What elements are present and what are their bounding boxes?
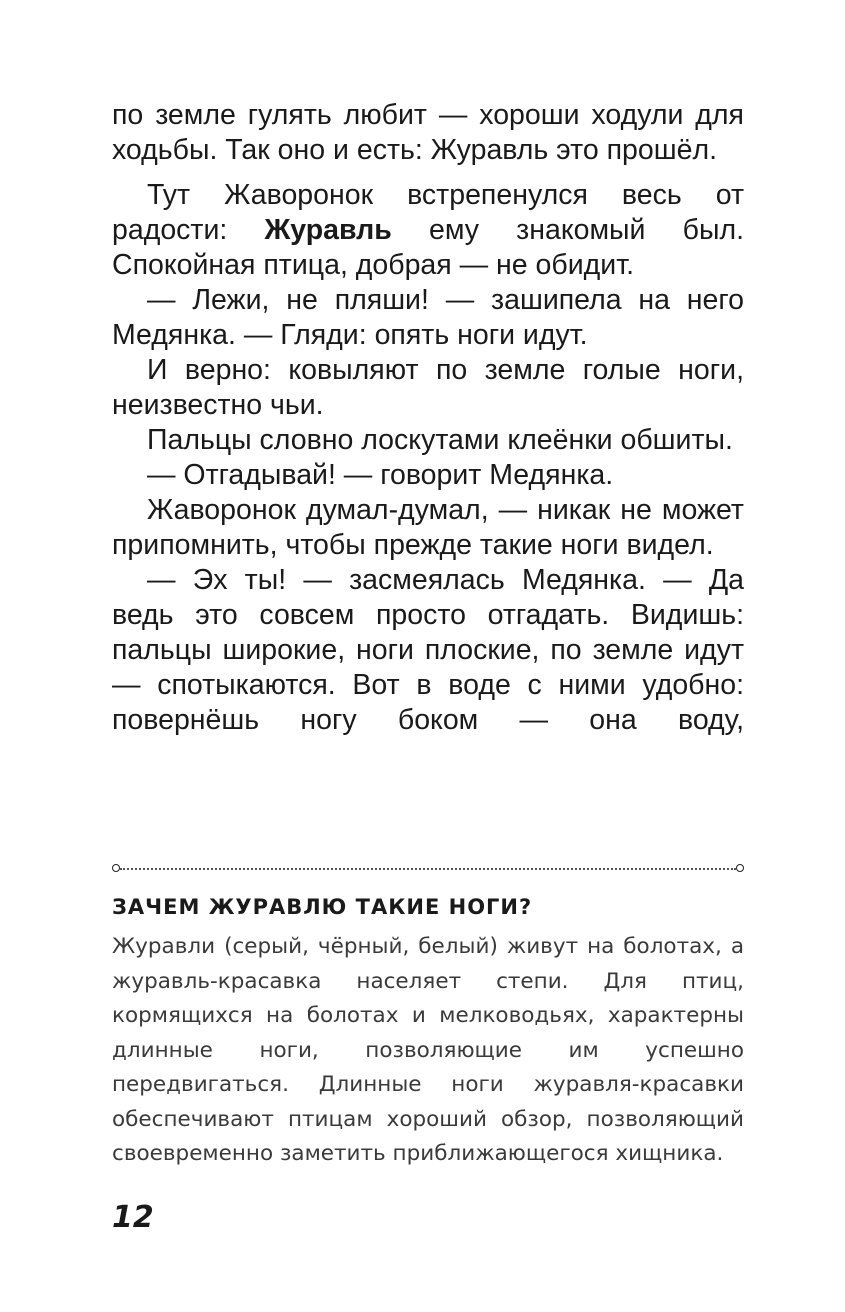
main-text bbox=[112, 98, 744, 738]
paragraph-5: Пальцы словно лоскутами клеёнки обшиты. bbox=[147, 424, 733, 456]
paragraph-2-end: ему знакомый был. Спокойная птица, добрая — не обидит. bbox=[112, 214, 744, 281]
bold-word-zhuravl: Журавль bbox=[264, 214, 392, 246]
paragraph-2-start: Тут Жаворонок встрепенулся весь от радости: bbox=[112, 179, 744, 246]
paragraph-6: — Отгадывай! — говорит Медянка. bbox=[147, 459, 614, 491]
divider-line bbox=[120, 868, 736, 870]
page-number: 12 bbox=[112, 1200, 154, 1235]
sidebar-text: Журавли (серый, чёрный, белый) живут на болотах, а журавль-красавка населяет степи. Для птиц, кормящихся на болотах и мелководьях, характерны длинные ноги, позволяющие им успешно передвигаться. Длинные ноги журавля-красавки обеспечивают птицам хороший обзор, позволяющий своевременно заметить приближающегося хищника. bbox=[112, 934, 744, 1166]
dotted-divider bbox=[112, 864, 744, 874]
paragraph-7: Жаворонок думал-думал, — никак не может припомнить, чтобы прежде такие ноги видел. bbox=[112, 494, 744, 561]
divider-dot-right bbox=[736, 864, 744, 872]
sidebar-title: ЗАЧЕМ ЖУРАВЛЮ ТАКИЕ НОГИ? bbox=[112, 895, 533, 919]
paragraph-4: И верно: ковыляют по земле голые ноги, неизвестно чьи. bbox=[112, 354, 744, 421]
divider-dot-left bbox=[112, 864, 120, 872]
paragraph-1: по земле гулять любит — хороши ходули для ходьбы. Так оно и есть: Журавль это прошёл. bbox=[112, 99, 744, 166]
paragraph-3: — Лежи, не пляши! — зашипела на него Медянка. — Гляди: опять ноги идут. bbox=[112, 284, 744, 351]
paragraph-2 bbox=[112, 178, 744, 283]
paragraph-8: — Эх ты! — засмеялась Медянка. — Да ведь это совсем просто отгадать. Видишь: пальцы широкие, ноги плоские, по земле идут — спотыкаются. Вот в воде с ними удобно: повернёшь ногу боком — она воду, bbox=[112, 564, 744, 736]
